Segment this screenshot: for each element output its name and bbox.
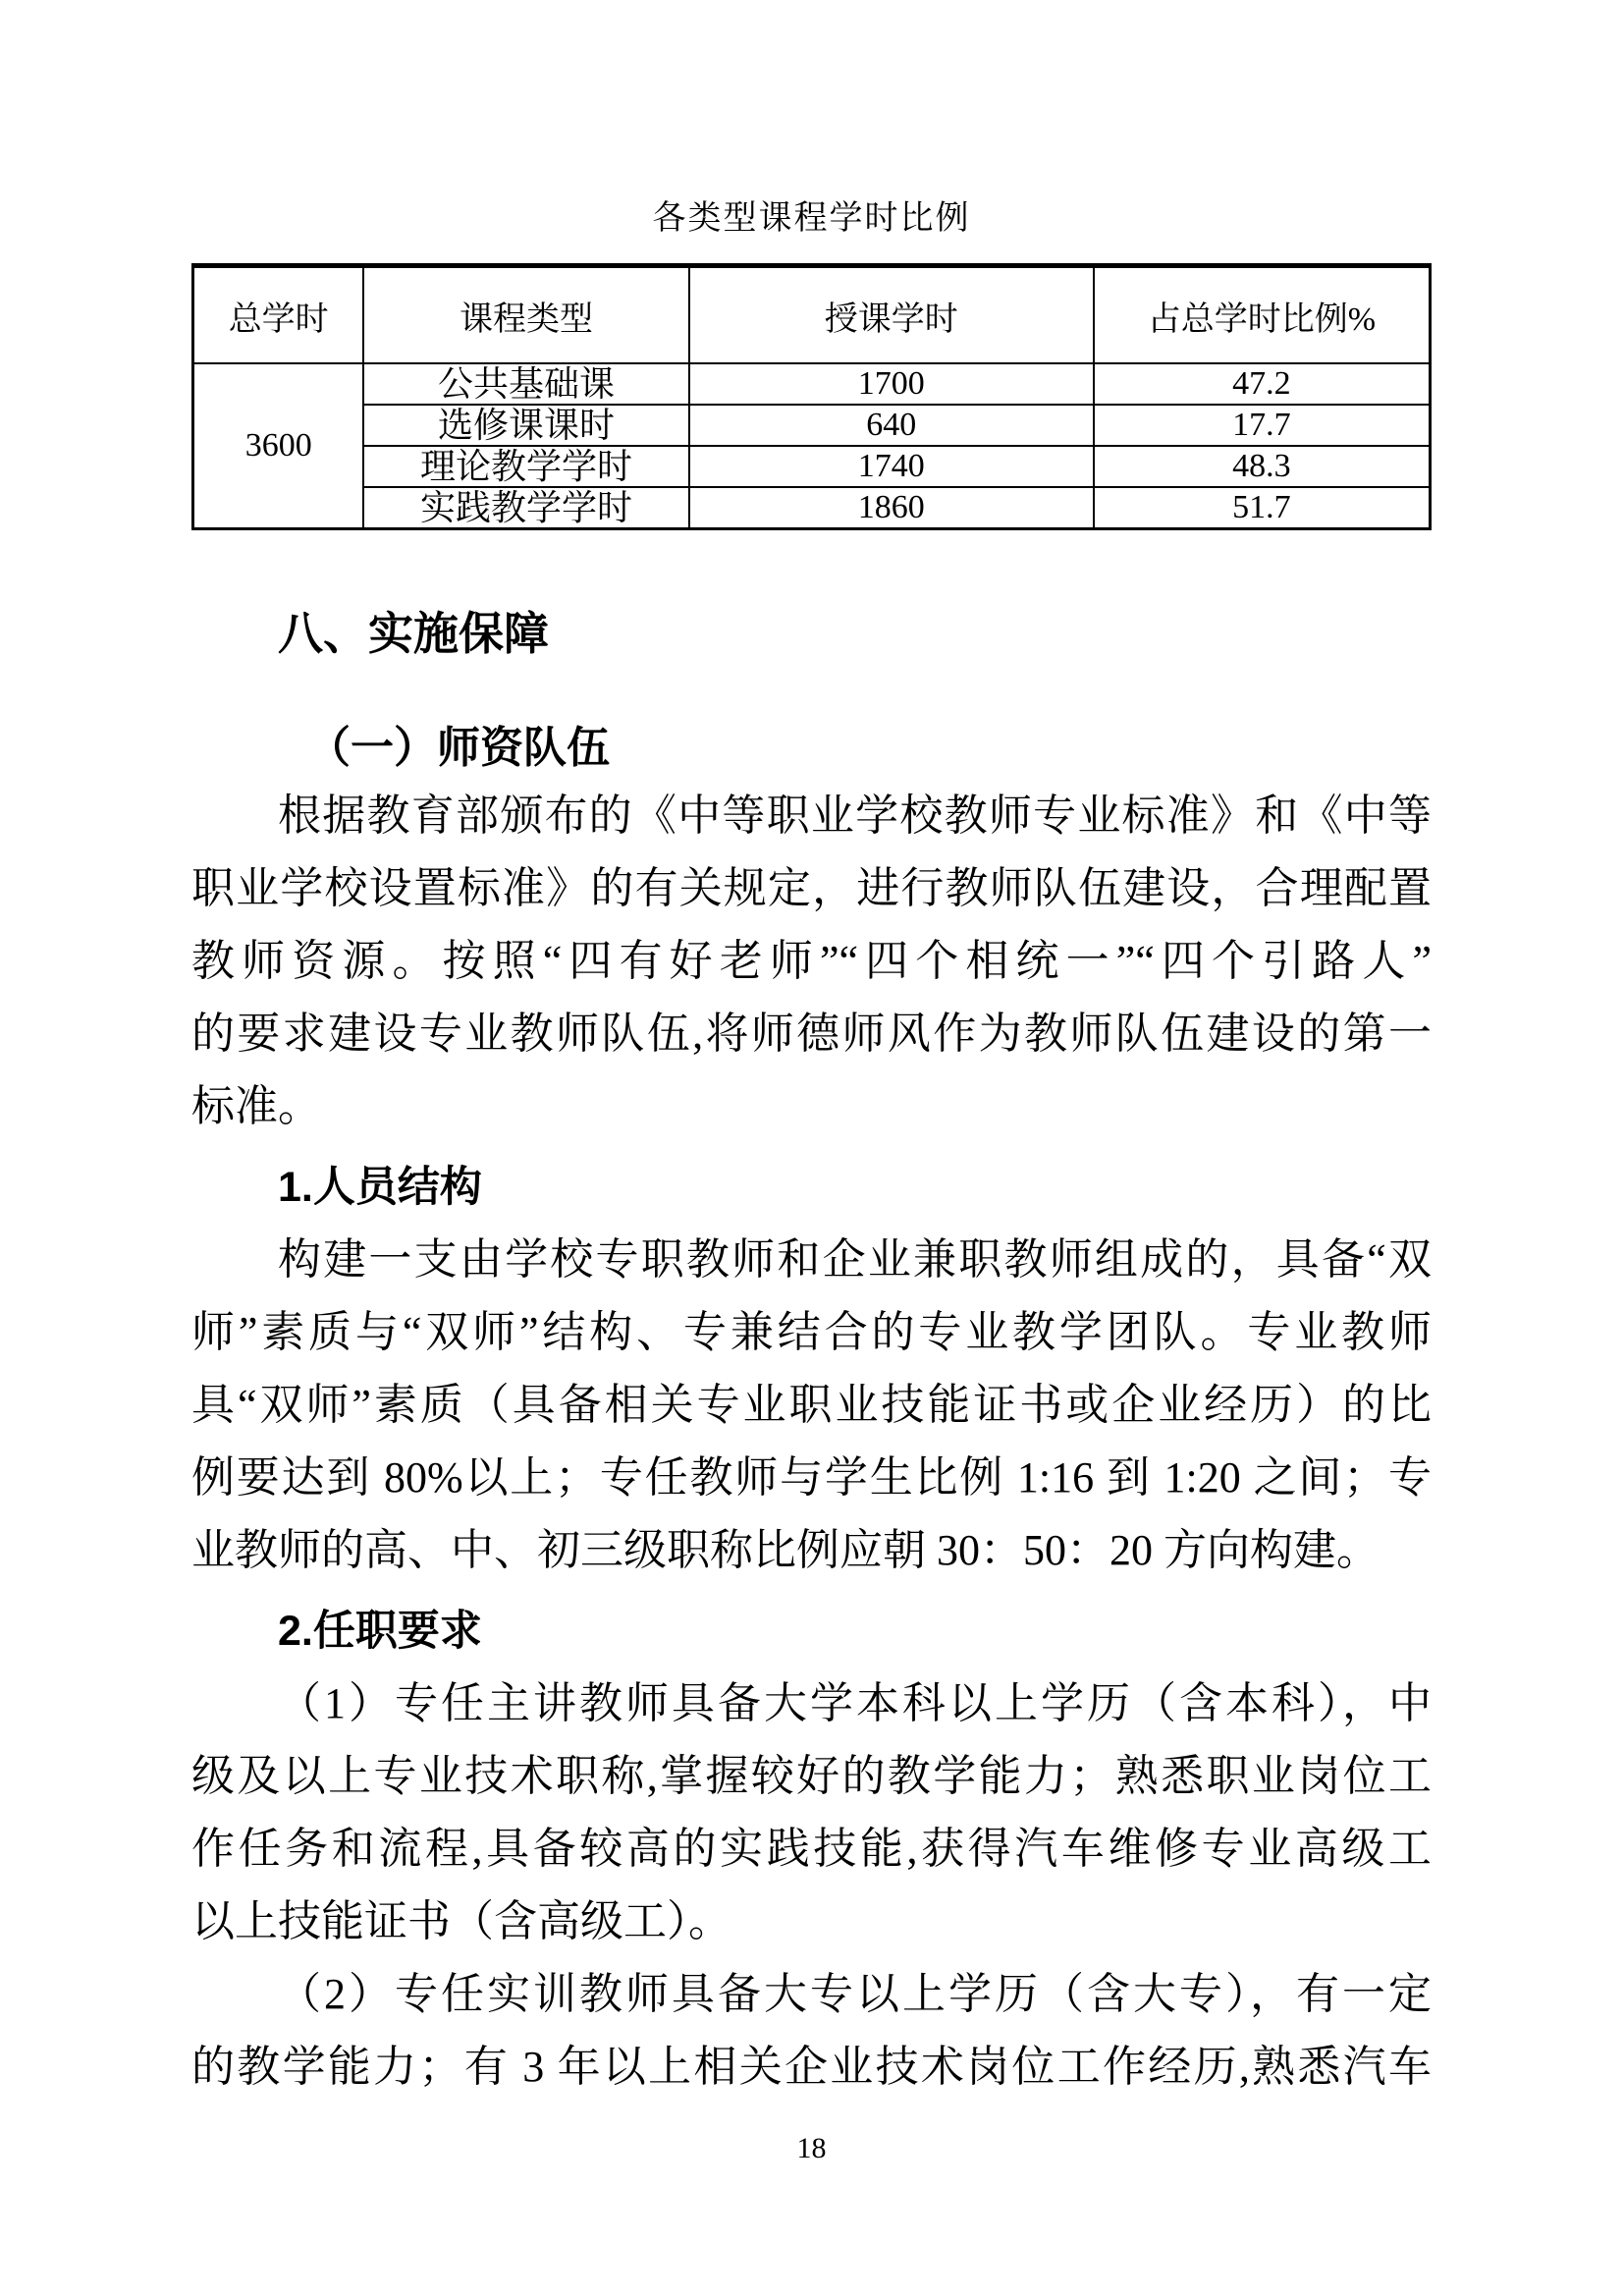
header-cell-total-hours: 总学时 xyxy=(193,266,364,364)
table-row xyxy=(193,446,1431,487)
cell-percent: 51.7 xyxy=(1094,487,1431,529)
text-line: （1）专任主讲教师具备大学本科以上学历（含本科），中 xyxy=(278,1679,1432,1727)
cell-course-type: 实践教学学时 xyxy=(363,487,688,529)
paragraph-personnel-structure xyxy=(191,1224,1432,1587)
text-line: 例要达到 80%以上；专任教师与学生比例 1:16 到 1:20 之间；专 xyxy=(191,1453,1432,1502)
text-line: 具“双师”素质（具备相关专业职业技能证书或企业经历）的比 xyxy=(191,1381,1432,1429)
cell-percent: 47.2 xyxy=(1094,363,1431,405)
text-line: 职业学校设置标准》的有关规定，进行教师队伍建设，合理配置 xyxy=(191,864,1432,912)
table-row xyxy=(193,363,1431,405)
text-line: 级及以上专业技术职称,掌握较好的教学能力；熟悉职业岗位工 xyxy=(191,1752,1432,1800)
text-line: （2）专任实训教师具备大专以上学历（含大专），有一定 xyxy=(278,1970,1432,2018)
text-line: 标准。 xyxy=(191,1082,321,1130)
cell-hours: 1700 xyxy=(689,363,1094,405)
cell-percent: 17.7 xyxy=(1094,405,1431,446)
subsection-heading-faculty-team: （一）师资队伍 xyxy=(307,724,610,772)
paragraph-faculty-intro xyxy=(191,780,1432,1143)
text-line: 作任务和流程,具备较高的实践技能,获得汽车维修专业高级工 xyxy=(191,1825,1432,1873)
header-cell-teaching-hours: 授课学时 xyxy=(689,266,1094,364)
cell-course-type: 理论教学学时 xyxy=(363,446,688,487)
text-line: 的教学能力；有 3 年以上相关企业技术岗位工作经历,熟悉汽车 xyxy=(191,2043,1432,2091)
cell-course-type: 选修课课时 xyxy=(363,405,688,446)
table-row xyxy=(193,405,1431,446)
text-line: 教师资源。按照“四有好老师”“四个相统一”“四个引路人” xyxy=(191,937,1432,985)
text-line: 的要求建设专业教师队伍,将师德师风作为教师队伍建设的第一 xyxy=(191,1010,1432,1058)
subheading-post-requirements: 2.任职要求 xyxy=(278,1608,482,1655)
paragraph-requirement-1 xyxy=(191,1667,1432,1958)
course-hours-table xyxy=(191,263,1432,530)
text-line: 业教师的高、中、初三级职称比例应朝 30：50：20 方向构建。 xyxy=(191,1526,1380,1574)
text-line: 师”素质与“双师”结构、专兼结合的专业教学团队。专业教师 xyxy=(191,1308,1432,1356)
table-header-row xyxy=(193,266,1431,364)
section-heading-implementation-guarantee: 八、实施保障 xyxy=(278,608,549,659)
cell-hours: 640 xyxy=(689,405,1094,446)
text-line: 根据教育部颁布的《中等职业学校教师专业标准》和《中等 xyxy=(278,792,1432,840)
table-row xyxy=(193,487,1431,529)
cell-percent: 48.3 xyxy=(1094,446,1431,487)
paragraph-requirement-2 xyxy=(191,1958,1432,2104)
cell-hours: 1860 xyxy=(689,487,1094,529)
text-line: 以上技能证书（含高级工）。 xyxy=(191,1897,731,1945)
table-caption: 各类型课程学时比例 xyxy=(652,200,971,237)
cell-hours: 1740 xyxy=(689,446,1094,487)
header-cell-course-type: 课程类型 xyxy=(363,266,688,364)
cell-course-type: 公共基础课 xyxy=(363,363,688,405)
text-line: 构建一支由学校专职教师和企业兼职教师组成的，具备“双 xyxy=(278,1235,1432,1284)
cell-total-hours: 3600 xyxy=(193,363,364,529)
subheading-personnel-structure: 1.人员结构 xyxy=(278,1164,482,1211)
header-cell-percent: 占总学时比例% xyxy=(1094,266,1431,364)
page-number: 18 xyxy=(796,2132,827,2164)
